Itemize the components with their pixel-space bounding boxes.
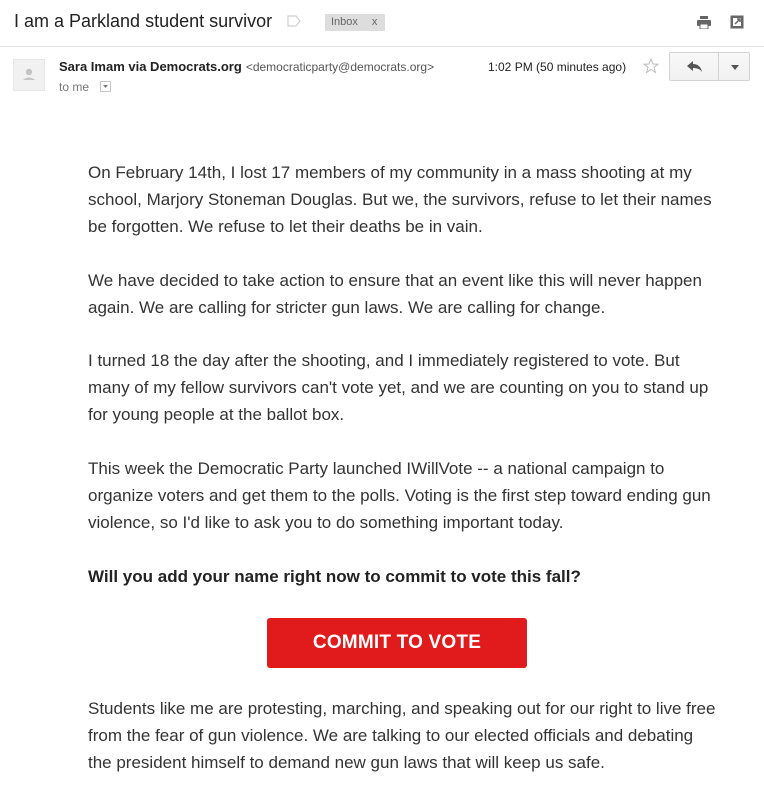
star-icon[interactable] bbox=[643, 58, 659, 74]
show-details-button[interactable] bbox=[100, 81, 111, 92]
body-question: Will you add your name right now to commit to vote this fall? bbox=[88, 567, 581, 586]
reply-icon bbox=[687, 61, 703, 73]
sender-line bbox=[59, 59, 434, 74]
email-timestamp: 1:02 PM (50 minutes ago) bbox=[488, 60, 627, 74]
body-paragraph: Students like me are protesting, marching, and speaking out for our right to live free from the fear of gun violence. We are talking to our elected officials and debating the president himself to demand new gun laws that will keep us safe. bbox=[88, 699, 716, 772]
commit-to-vote-button[interactable]: COMMIT TO VOTE bbox=[267, 618, 527, 668]
more-options-button[interactable] bbox=[718, 52, 750, 81]
avatar-icon bbox=[13, 59, 45, 91]
body-paragraph: I turned 18 the day after the shooting, and I immediately registered to vote. But many of my fellow survivors can't vote yet, and we are counting on you to stand up for young people at the ballot box. bbox=[88, 351, 709, 424]
print-icon[interactable] bbox=[697, 16, 711, 29]
chevron-down-icon bbox=[101, 82, 110, 91]
remove-label-button[interactable]: x bbox=[371, 16, 378, 28]
new-window-icon[interactable] bbox=[730, 15, 744, 29]
email-subject: I am a Parkland student survivor bbox=[14, 11, 273, 31]
reply-button[interactable] bbox=[669, 52, 719, 81]
sender-name[interactable]: Sara Imam via Democrats.org bbox=[59, 59, 242, 74]
label-tag-icon[interactable] bbox=[287, 15, 301, 27]
body-paragraph: This week the Democratic Party launched IWillVote -- a national campaign to organize voters and get them to the polls. Voting is the first step toward ending gun violence, so I'd like to ask you to do something important today. bbox=[88, 459, 711, 532]
subject-row bbox=[0, 0, 764, 47]
inbox-label-chip[interactable] bbox=[325, 14, 385, 31]
recipient-label: to me bbox=[59, 80, 90, 94]
inbox-label-text: Inbox bbox=[331, 16, 358, 28]
body-paragraph: On February 14th, I lost 17 members of my community in a mass shooting at my school, Marjory Stoneman Douglas. But we, the survivors, refuse to let their names be forgotten. We refuse to let their deaths be in vain. bbox=[88, 163, 712, 236]
sender-email: <democraticparty@democrats.org> bbox=[245, 60, 435, 74]
chevron-down-icon bbox=[731, 65, 739, 70]
body-paragraph: We have decided to take action to ensure that an event like this will never happen again. We are calling for stricter gun laws. We are calling for change. bbox=[88, 271, 702, 317]
